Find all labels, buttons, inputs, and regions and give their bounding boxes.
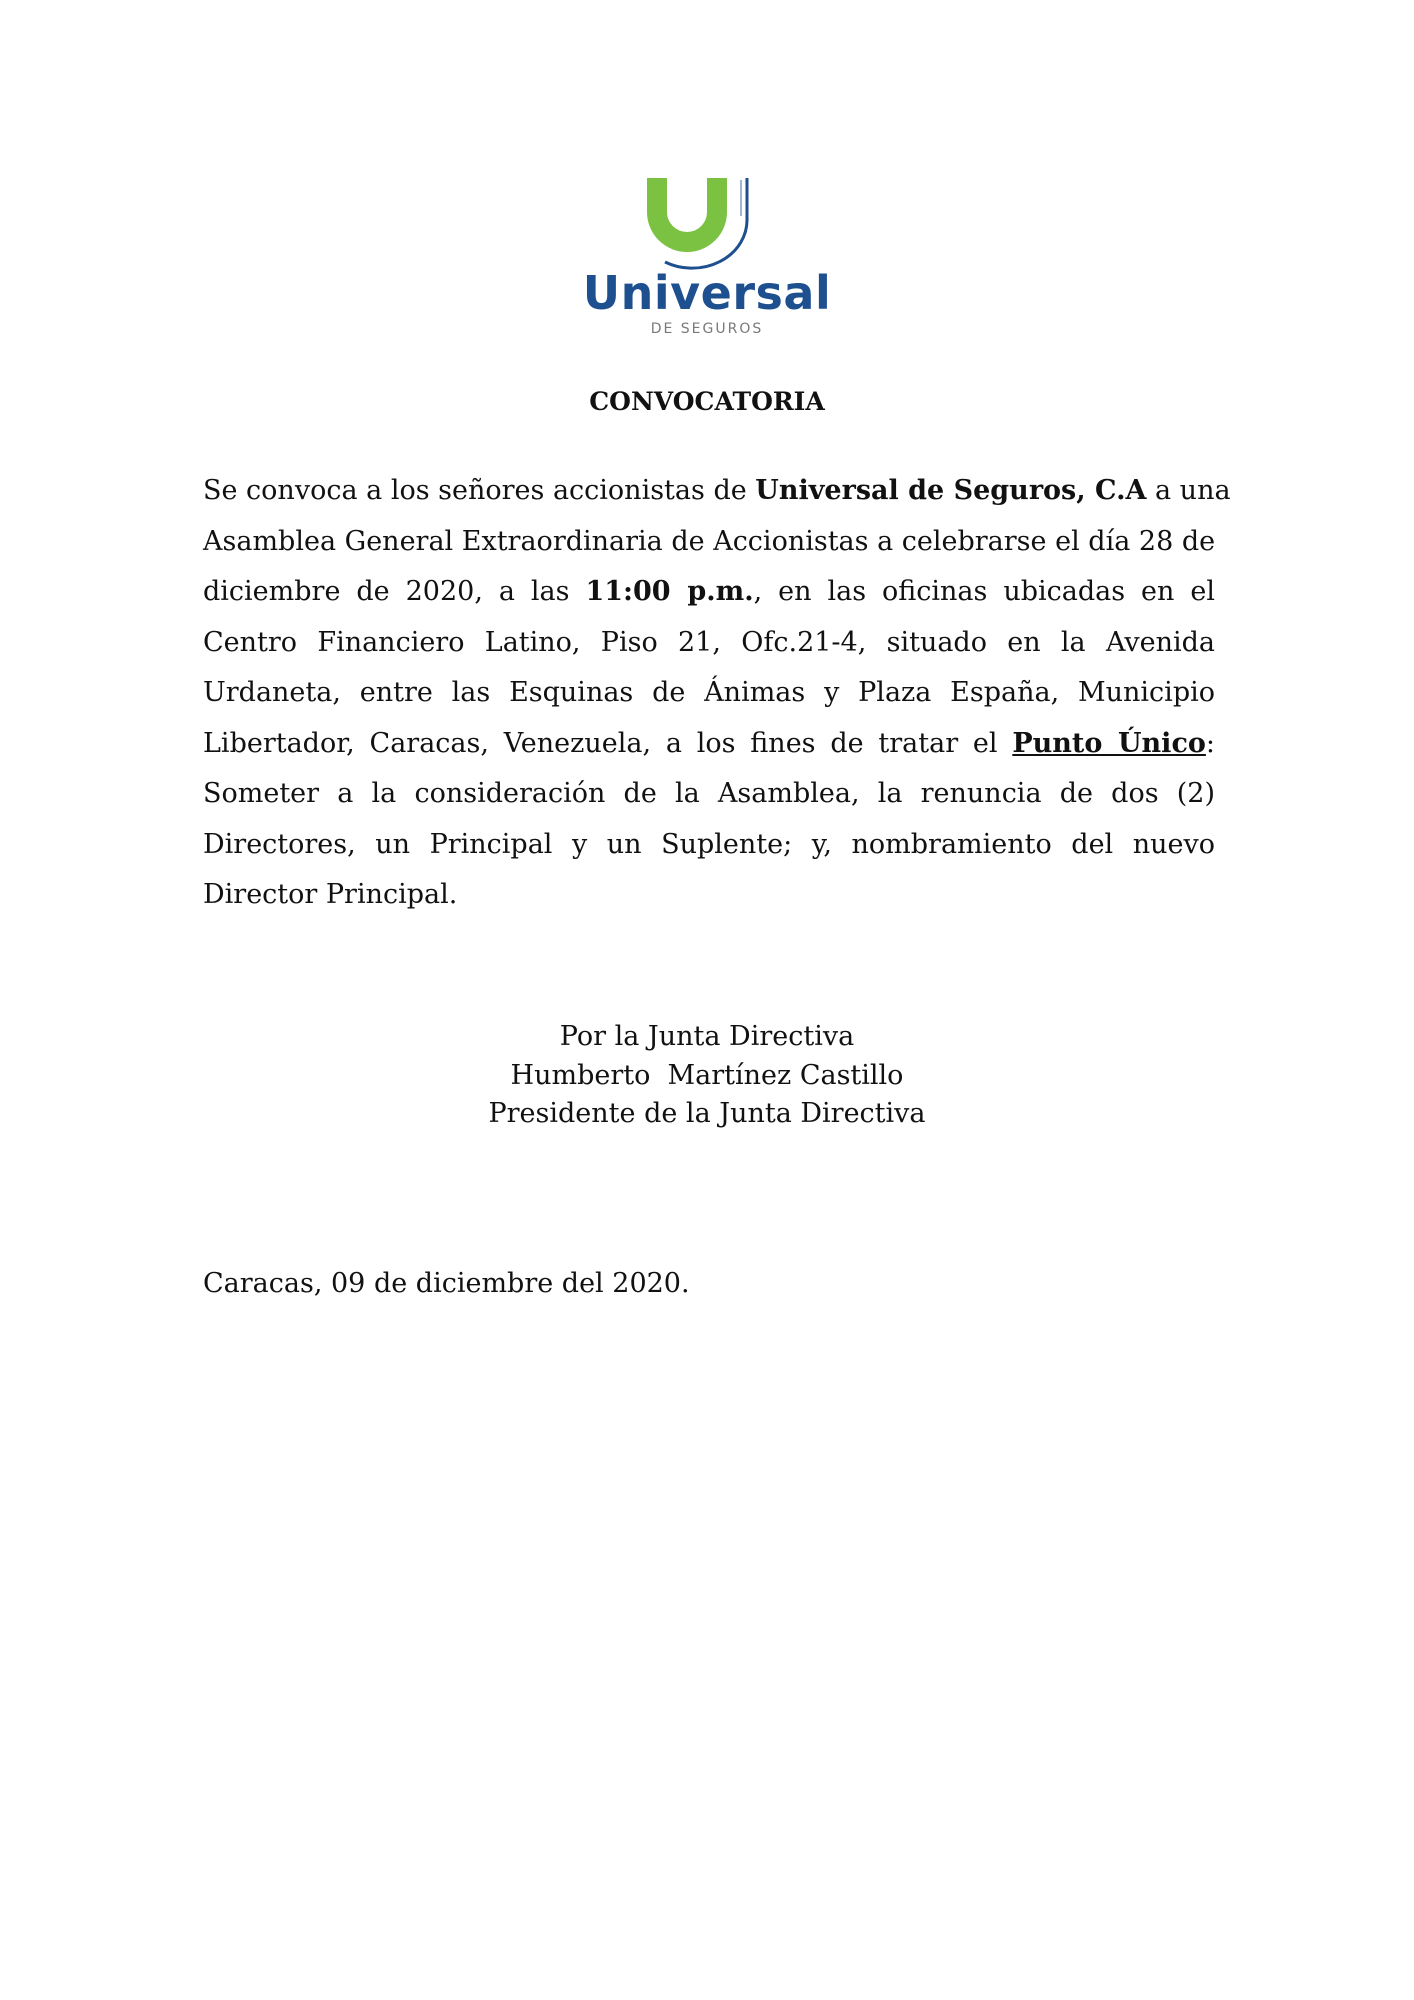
universal-u-icon: [637, 172, 777, 272]
signatory-title: Presidente de la Junta Directiva: [488, 1098, 926, 1129]
place-and-date: Caracas, 09 de diciembre del 2020.: [203, 1268, 690, 1299]
logo-subtitle: DE SEGUROS: [650, 321, 764, 337]
text-segment: diciembre de 2020, a las: [203, 576, 586, 607]
company-logo: [577, 172, 837, 342]
agenda-point: Punto Único: [1012, 727, 1206, 759]
document-title: CONVOCATORIA: [589, 387, 825, 416]
text-segment: Se convoca a los señores accionistas de: [203, 475, 756, 506]
paragraph-line: Asamblea General Extraordinaria de Accionistas a celebrarse el día 28 de: [203, 525, 1216, 557]
signature-block: [0, 1018, 1414, 1134]
paragraph-line: [203, 466, 1231, 517]
logo-wordmark: Universal: [582, 266, 832, 320]
signature-line-1: Por la Junta Directiva: [559, 1021, 855, 1052]
paragraph-line: Director Principal.: [203, 879, 458, 910]
text-segment: , en las oficinas ubicadas en el: [753, 576, 1215, 607]
meeting-time: 11:00 p.m.: [585, 576, 754, 607]
paragraph-line: Someter a la consideración de la Asamblea, la renuncia de dos (2): [203, 778, 1215, 809]
signatory-name: Humberto Martínez Castillo: [510, 1059, 904, 1091]
paragraph-line: [203, 567, 1215, 618]
text-segment: Libertador, Caracas, Venezuela, a los fines de tratar el: [203, 727, 1013, 759]
company-name: Universal de Seguros, C.A: [755, 475, 1147, 506]
paragraph-line: Directores, un Principal y un Suplente; y, nombramiento del nuevo: [203, 828, 1215, 860]
convocation-paragraph: [203, 466, 1231, 921]
paragraph-line: [203, 719, 1215, 770]
text-segment: a una: [1146, 475, 1231, 506]
paragraph-line: Centro Financiero Latino, Piso 21, Ofc.21-4, situado en la Avenida: [203, 626, 1215, 658]
paragraph-line: Urdaneta, entre las Esquinas de Ánimas y Plaza España, Municipio: [203, 677, 1215, 708]
text-segment: :: [1205, 727, 1216, 759]
